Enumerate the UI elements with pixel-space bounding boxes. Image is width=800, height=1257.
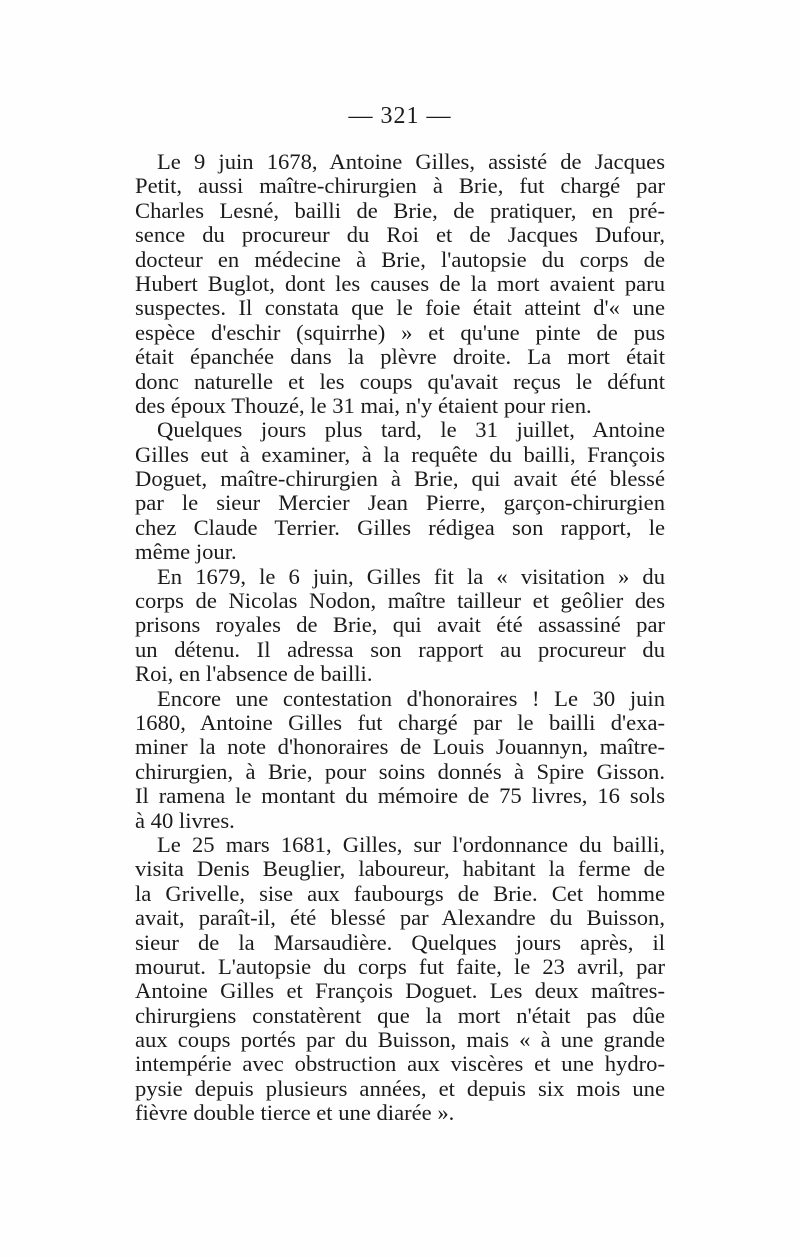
text-line: des époux Thouzé, le 31 mai, n'y étaient pour rien. bbox=[135, 392, 592, 418]
text-line: à 40 livres. bbox=[135, 807, 235, 833]
text-line: corps de Nicolas Nodon, maître tailleur et geôlier des bbox=[135, 588, 665, 614]
text-line: chirurgien, à Brie, pour soins donnés à Spire Gisson. bbox=[135, 758, 665, 784]
text-line: donc naturelle et les coups qu'avait reçus le défunt bbox=[135, 368, 665, 394]
paragraph bbox=[135, 833, 665, 1126]
text-line: avait, paraît-il, été blessé par Alexandre du Buisson, bbox=[135, 905, 665, 931]
text-line: la Grivelle, sise aux faubourgs de Brie. Cet homme bbox=[135, 880, 665, 906]
text-line: pysie depuis plusieurs années, et depuis six mois une bbox=[135, 1075, 665, 1101]
text-line: miner la note d'honoraires de Louis Jouannyn, maître- bbox=[135, 734, 665, 760]
text-line: mourut. L'autopsie du corps fut faite, le 23 avril, par bbox=[135, 953, 665, 979]
text-line: même jour. bbox=[135, 539, 237, 565]
paragraph bbox=[135, 418, 665, 564]
text-line: Roi, en l'absence de bailli. bbox=[135, 661, 373, 687]
text-line: était épanchée dans la plèvre droite. La mort était bbox=[135, 344, 665, 370]
text-line: Il ramena le montant du mémoire de 75 livres, 16 sols bbox=[135, 783, 665, 809]
text-line: sieur de la Marsaudière. Quelques jours après, il bbox=[135, 929, 665, 955]
text-line: Le 25 mars 1681, Gilles, sur l'ordonnance du bailli, bbox=[157, 831, 665, 857]
text-line: aux coups portés par du Buisson, mais « à une grande bbox=[135, 1027, 665, 1053]
text-line: Antoine Gilles et François Doguet. Les deux maîtres- bbox=[135, 978, 665, 1004]
text-line: visita Denis Beuglier, laboureur, habitant la ferme de bbox=[135, 856, 665, 882]
text-line: prisons royales de Brie, qui avait été assassiné par bbox=[135, 612, 665, 638]
text-line: Le 9 juin 1678, Antoine Gilles, assisté de Jacques bbox=[157, 149, 665, 174]
paragraph bbox=[135, 150, 665, 418]
text-line: Hubert Buglot, dont les causes de la mort avaient paru bbox=[135, 270, 665, 296]
paragraph bbox=[135, 565, 665, 687]
text-line: Petit, aussi maître-chirurgien à Brie, fut chargé par bbox=[135, 173, 665, 199]
text-line: Encore une contestation d'honoraires ! Le 30 juin bbox=[157, 685, 665, 711]
text-line: chirurgiens constatèrent que la mort n'était pas dûe bbox=[135, 1002, 665, 1028]
text-line: un détenu. Il adressa son rapport au procureur du bbox=[135, 636, 665, 662]
text-line: chez Claude Terrier. Gilles rédigea son rapport, le bbox=[135, 514, 665, 540]
text-line: intempérie avec obstruction aux viscères et une hydro- bbox=[135, 1051, 665, 1077]
text-line: sence du procureur du Roi et de Jacques Dufour, bbox=[135, 222, 665, 248]
body-text bbox=[135, 150, 665, 1126]
text-line: 1680, Antoine Gilles fut chargé par le bailli d'exa- bbox=[135, 709, 665, 735]
text-line: En 1679, le 6 juin, Gilles fit la « visitation » du bbox=[157, 563, 665, 589]
paragraph bbox=[135, 687, 665, 833]
page-number: — 321 — bbox=[348, 103, 452, 129]
text-line: suspectes. Il constata que le foie était atteint d'« une bbox=[135, 295, 665, 321]
text-line: fièvre double tierce et une diarée ». bbox=[135, 1100, 455, 1126]
text-line: docteur en médecine à Brie, l'autopsie du corps de bbox=[135, 246, 665, 272]
text-line: Quelques jours plus tard, le 31 juillet, Antoine bbox=[157, 417, 665, 443]
text-line: Doguet, maître-chirurgien à Brie, qui avait été blessé bbox=[135, 466, 665, 492]
text-line: Gilles eut à examiner, à la requête du bailli, François bbox=[135, 441, 665, 467]
text-line: Charles Lesné, bailli de Brie, de pratiquer, en pré- bbox=[135, 197, 665, 223]
text-line: espèce d'eschir (squirrhe) » et qu'une pinte de pus bbox=[135, 319, 665, 345]
text-line: par le sieur Mercier Jean Pierre, garçon-chirurgien bbox=[135, 490, 665, 516]
